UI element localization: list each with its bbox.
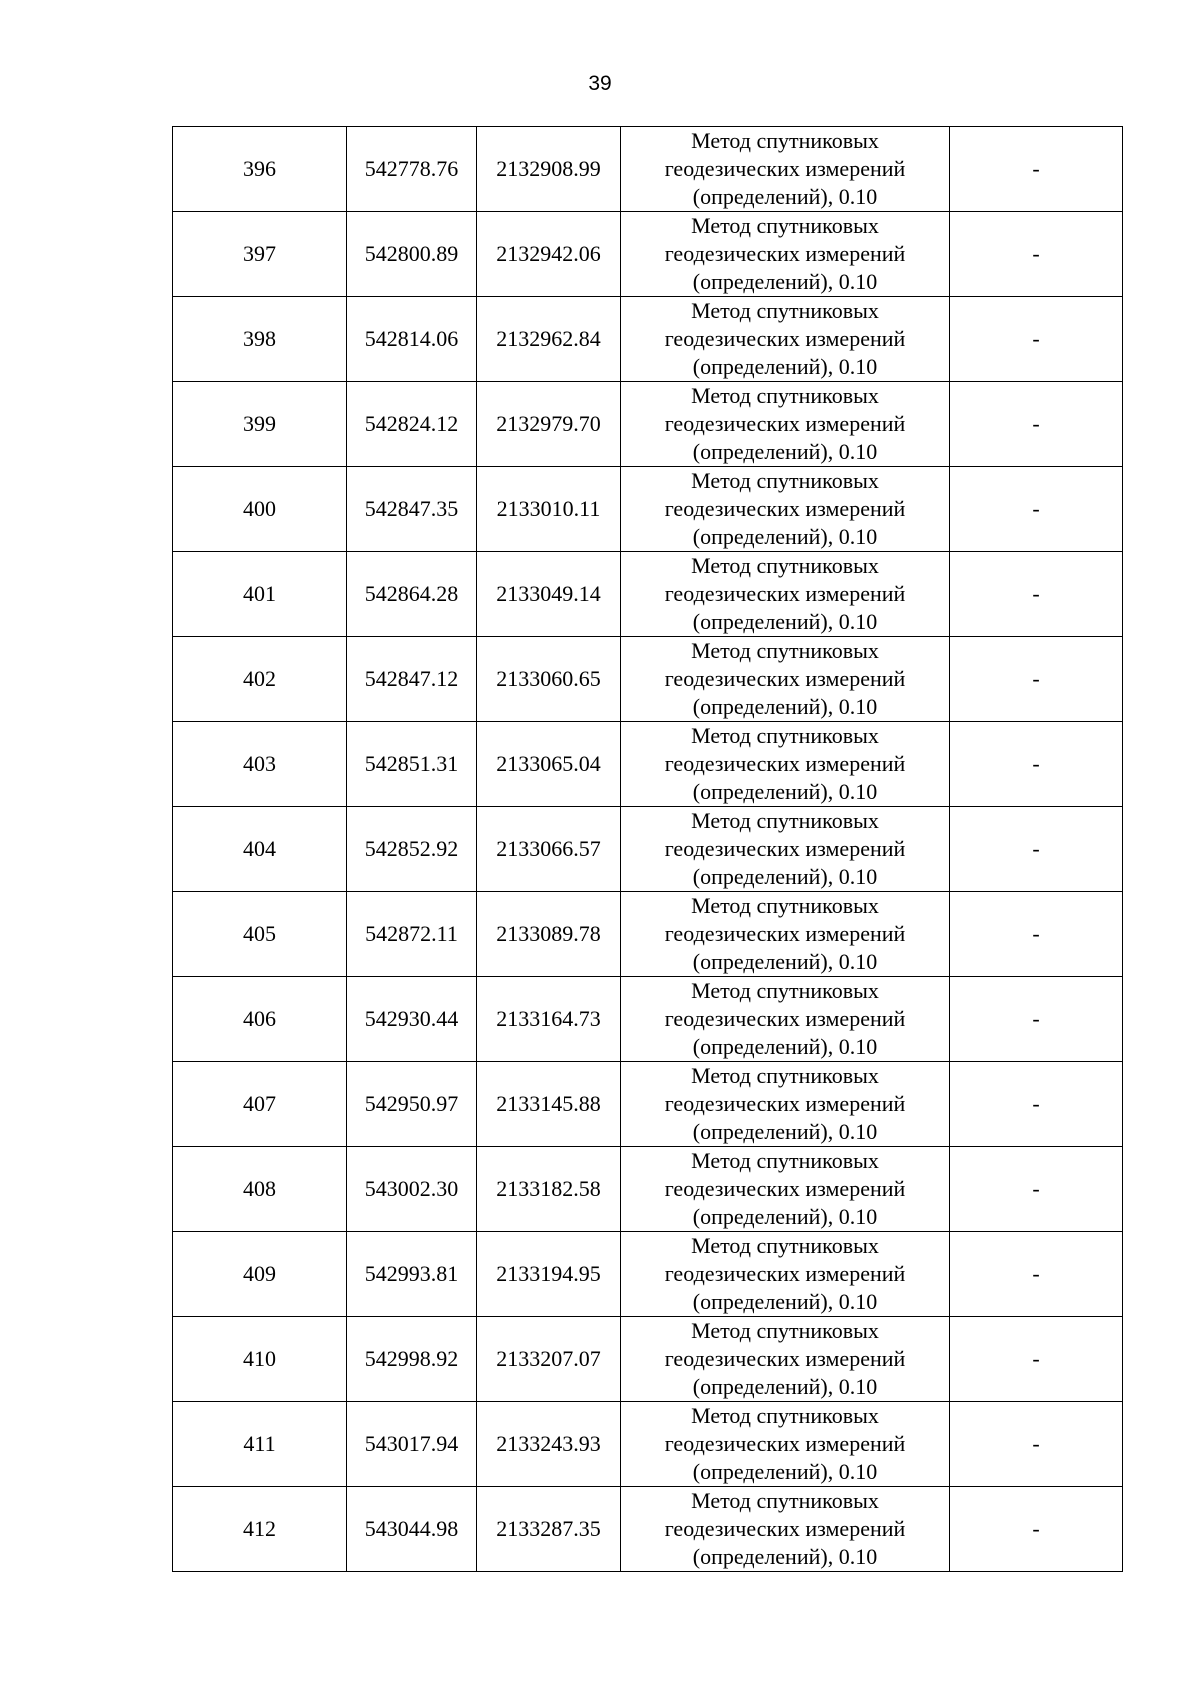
point-number-cell: 412	[173, 1487, 347, 1572]
point-number-cell: 404	[173, 807, 347, 892]
method-line-3: (определений), 0.10	[692, 694, 878, 719]
point-number-cell: 400	[173, 467, 347, 552]
method-cell	[621, 1317, 950, 1402]
point-number-cell: 408	[173, 1147, 347, 1232]
point-number-cell: 409	[173, 1232, 347, 1317]
note-cell: -	[950, 297, 1123, 382]
table-row	[173, 297, 1123, 382]
note-cell: -	[950, 1402, 1123, 1487]
y-coordinate-cell: 2133066.57	[477, 807, 621, 892]
point-number-cell: 397	[173, 212, 347, 297]
x-coordinate-cell: 542814.06	[347, 297, 477, 382]
method-line-2: геодезических измерений	[664, 1346, 906, 1371]
table-row	[173, 1232, 1123, 1317]
method-line-2: геодезических измерений	[664, 1516, 906, 1541]
note-cell: -	[950, 1147, 1123, 1232]
method-line-1: Метод спутниковых	[691, 1148, 879, 1173]
point-number-cell: 405	[173, 892, 347, 977]
y-coordinate-cell: 2132942.06	[477, 212, 621, 297]
method-line-2: геодезических измерений	[664, 1431, 906, 1456]
method-line-1: Метод спутниковых	[691, 383, 879, 408]
table-row	[173, 977, 1123, 1062]
x-coordinate-cell: 543002.30	[347, 1147, 477, 1232]
y-coordinate-cell: 2133287.35	[477, 1487, 621, 1572]
method-line-1: Метод спутниковых	[691, 723, 879, 748]
method-cell	[621, 1232, 950, 1317]
method-line-3: (определений), 0.10	[692, 1204, 878, 1229]
y-coordinate-cell: 2133010.11	[477, 467, 621, 552]
method-cell	[621, 1062, 950, 1147]
method-line-2: геодезических измерений	[664, 1091, 906, 1116]
x-coordinate-cell: 542847.12	[347, 637, 477, 722]
method-cell	[621, 297, 950, 382]
method-line-2: геодезических измерений	[664, 156, 906, 181]
x-coordinate-cell: 543044.98	[347, 1487, 477, 1572]
table-row	[173, 807, 1123, 892]
table-row	[173, 467, 1123, 552]
x-coordinate-cell: 542872.11	[347, 892, 477, 977]
method-line-1: Метод спутниковых	[691, 468, 879, 493]
point-number-cell: 410	[173, 1317, 347, 1402]
x-coordinate-cell: 542847.35	[347, 467, 477, 552]
table-row	[173, 552, 1123, 637]
method-cell	[621, 382, 950, 467]
method-line-3: (определений), 0.10	[692, 1119, 878, 1144]
method-line-3: (определений), 0.10	[692, 354, 878, 379]
method-line-3: (определений), 0.10	[692, 1544, 878, 1569]
method-line-1: Метод спутниковых	[691, 808, 879, 833]
y-coordinate-cell: 2133049.14	[477, 552, 621, 637]
y-coordinate-cell: 2132979.70	[477, 382, 621, 467]
method-line-3: (определений), 0.10	[692, 949, 878, 974]
method-cell	[621, 212, 950, 297]
method-line-3: (определений), 0.10	[692, 269, 878, 294]
note-cell: -	[950, 1317, 1123, 1402]
method-line-2: геодезических измерений	[664, 241, 906, 266]
note-cell: -	[950, 807, 1123, 892]
y-coordinate-cell: 2133164.73	[477, 977, 621, 1062]
x-coordinate-cell: 542950.97	[347, 1062, 477, 1147]
point-number-cell: 401	[173, 552, 347, 637]
method-line-1: Метод спутниковых	[691, 1233, 879, 1258]
method-line-1: Метод спутниковых	[691, 978, 879, 1003]
method-line-2: геодезических измерений	[664, 751, 906, 776]
y-coordinate-cell: 2133145.88	[477, 1062, 621, 1147]
method-cell	[621, 807, 950, 892]
note-cell: -	[950, 892, 1123, 977]
y-coordinate-cell: 2133065.04	[477, 722, 621, 807]
note-cell: -	[950, 467, 1123, 552]
method-line-2: геодезических измерений	[664, 921, 906, 946]
note-cell: -	[950, 1232, 1123, 1317]
point-number-cell: 407	[173, 1062, 347, 1147]
point-number-cell: 399	[173, 382, 347, 467]
x-coordinate-cell: 542998.92	[347, 1317, 477, 1402]
point-number-cell: 411	[173, 1402, 347, 1487]
method-line-3: (определений), 0.10	[692, 609, 878, 634]
table-row	[173, 1147, 1123, 1232]
x-coordinate-cell: 542852.92	[347, 807, 477, 892]
y-coordinate-cell: 2133194.95	[477, 1232, 621, 1317]
method-line-3: (определений), 0.10	[692, 864, 878, 889]
x-coordinate-cell: 542864.28	[347, 552, 477, 637]
method-cell	[621, 722, 950, 807]
method-line-3: (определений), 0.10	[692, 779, 878, 804]
table-row	[173, 1062, 1123, 1147]
note-cell: -	[950, 1487, 1123, 1572]
method-line-1: Метод спутниковых	[691, 213, 879, 238]
y-coordinate-cell: 2133207.07	[477, 1317, 621, 1402]
method-cell	[621, 977, 950, 1062]
table-row	[173, 1402, 1123, 1487]
note-cell: -	[950, 722, 1123, 807]
method-line-2: геодезических измерений	[664, 1006, 906, 1031]
x-coordinate-cell: 542800.89	[347, 212, 477, 297]
point-number-cell: 406	[173, 977, 347, 1062]
x-coordinate-cell: 542824.12	[347, 382, 477, 467]
table-row	[173, 382, 1123, 467]
method-line-1: Метод спутниковых	[691, 553, 879, 578]
method-line-3: (определений), 0.10	[692, 524, 878, 549]
y-coordinate-cell: 2133089.78	[477, 892, 621, 977]
method-line-2: геодезических измерений	[664, 326, 906, 351]
method-line-1: Метод спутниковых	[691, 1488, 879, 1513]
method-line-3: (определений), 0.10	[692, 1289, 878, 1314]
y-coordinate-cell: 2132908.99	[477, 127, 621, 212]
table-row	[173, 212, 1123, 297]
method-line-1: Метод спутниковых	[691, 893, 879, 918]
method-line-2: геодезических измерений	[664, 1176, 906, 1201]
method-line-1: Метод спутниковых	[691, 1063, 879, 1088]
note-cell: -	[950, 212, 1123, 297]
method-line-3: (определений), 0.10	[692, 439, 878, 464]
method-cell	[621, 552, 950, 637]
x-coordinate-cell: 542930.44	[347, 977, 477, 1062]
note-cell: -	[950, 1062, 1123, 1147]
method-cell	[621, 1487, 950, 1572]
method-cell	[621, 637, 950, 722]
table-row	[173, 722, 1123, 807]
table-row	[173, 1317, 1123, 1402]
table-row	[173, 637, 1123, 722]
point-number-cell: 403	[173, 722, 347, 807]
method-cell	[621, 467, 950, 552]
point-number-cell: 402	[173, 637, 347, 722]
method-line-1: Метод спутниковых	[691, 638, 879, 663]
table-row	[173, 127, 1123, 212]
method-line-2: геодезических измерений	[664, 581, 906, 606]
y-coordinate-cell: 2133060.65	[477, 637, 621, 722]
method-cell	[621, 1402, 950, 1487]
method-line-3: (определений), 0.10	[692, 1034, 878, 1059]
method-line-1: Метод спутниковых	[691, 128, 879, 153]
method-line-2: геодезических измерений	[664, 496, 906, 521]
x-coordinate-cell: 543017.94	[347, 1402, 477, 1487]
method-line-2: геодезических измерений	[664, 1261, 906, 1286]
method-line-2: геодезических измерений	[664, 411, 906, 436]
point-number-cell: 398	[173, 297, 347, 382]
note-cell: -	[950, 977, 1123, 1062]
method-line-1: Метод спутниковых	[691, 298, 879, 323]
y-coordinate-cell: 2133243.93	[477, 1402, 621, 1487]
method-cell	[621, 892, 950, 977]
point-number-cell: 396	[173, 127, 347, 212]
method-line-3: (определений), 0.10	[692, 1374, 878, 1399]
method-line-1: Метод спутниковых	[691, 1403, 879, 1428]
coordinates-table	[172, 126, 1123, 1572]
note-cell: -	[950, 127, 1123, 212]
page-number: 39	[588, 72, 612, 95]
note-cell: -	[950, 552, 1123, 637]
y-coordinate-cell: 2132962.84	[477, 297, 621, 382]
note-cell: -	[950, 382, 1123, 467]
method-line-2: геодезических измерений	[664, 836, 906, 861]
method-line-3: (определений), 0.10	[692, 184, 878, 209]
table-row	[173, 1487, 1123, 1572]
method-cell	[621, 1147, 950, 1232]
y-coordinate-cell: 2133182.58	[477, 1147, 621, 1232]
coordinates-table-body	[173, 127, 1123, 1572]
method-line-1: Метод спутниковых	[691, 1318, 879, 1343]
table-row	[173, 892, 1123, 977]
method-line-3: (определений), 0.10	[692, 1459, 878, 1484]
method-cell	[621, 127, 950, 212]
x-coordinate-cell: 542993.81	[347, 1232, 477, 1317]
x-coordinate-cell: 542851.31	[347, 722, 477, 807]
note-cell: -	[950, 637, 1123, 722]
x-coordinate-cell: 542778.76	[347, 127, 477, 212]
method-line-2: геодезических измерений	[664, 666, 906, 691]
